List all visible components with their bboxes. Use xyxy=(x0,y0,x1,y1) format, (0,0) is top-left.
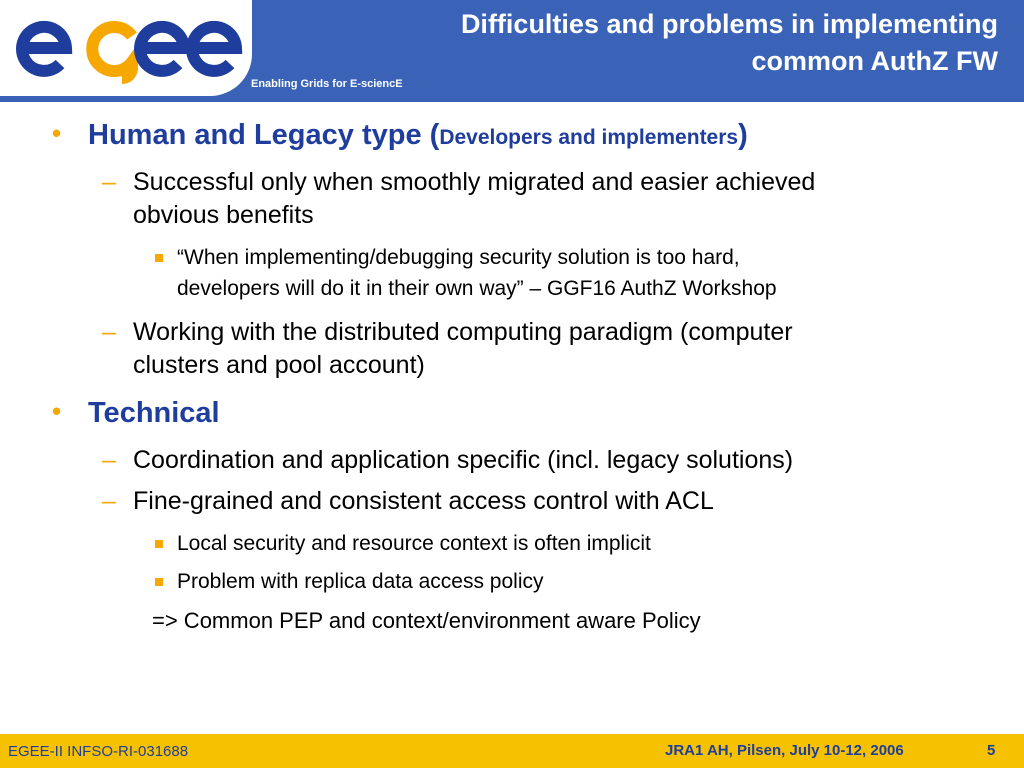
slide-title-line1: Difficulties and problems in implementing xyxy=(460,9,998,39)
footer-project-id: EGEE-II INFSO-RI-031688 xyxy=(8,743,189,760)
subitem-distributed xyxy=(133,316,793,382)
heading-label: Human and Legacy type ( xyxy=(88,119,440,151)
dash-icon: – xyxy=(102,168,116,196)
logo-letter-e1 xyxy=(22,27,66,71)
quote-item xyxy=(177,242,777,304)
subitem-coordination: Coordination and application specific (incl. legacy solutions) xyxy=(133,446,794,474)
page-number: 5 xyxy=(987,742,996,759)
heading-human-legacy xyxy=(88,119,748,152)
subitem-fine-grained: Fine-grained and consistent access control with ACL xyxy=(133,487,714,515)
heading-label-close: ) xyxy=(738,119,748,151)
subitem-line: obvious benefits xyxy=(133,201,314,229)
subitem-line: Successful only when smoothly migrated and easier achieved xyxy=(133,168,816,196)
subitem-line: clusters and pool account) xyxy=(133,351,425,379)
logo-letter-g xyxy=(92,27,132,78)
square-bullet-icon xyxy=(155,540,163,548)
tagline: Enabling Grids for E-sciencE xyxy=(251,78,403,90)
detail-item: Problem with replica data access policy xyxy=(177,570,544,593)
heading-label-small: Developers and implementers xyxy=(439,126,739,149)
bullet-icon: • xyxy=(52,396,62,426)
dash-icon: – xyxy=(102,318,116,346)
subitem-line: Working with the distributed computing paradigm (computer xyxy=(133,318,793,346)
quote-line: “When implementing/debugging security solution is too hard, xyxy=(177,246,740,269)
subitem-successful xyxy=(133,166,815,232)
conclusion-text: => Common PEP and context/environment aware Policy xyxy=(152,608,701,633)
egee-logo-icon xyxy=(10,6,246,86)
heading-technical: Technical xyxy=(88,397,220,429)
slide-title-line2: common AuthZ FW xyxy=(751,46,998,76)
dash-icon: – xyxy=(102,487,116,515)
logo-panel xyxy=(0,0,252,96)
slide-title xyxy=(338,6,998,80)
quote-line: developers will do it in their own way” – GGF16 AuthZ Workshop xyxy=(177,277,777,300)
square-bullet-icon xyxy=(155,254,163,262)
slide-footer xyxy=(0,734,1024,768)
square-bullet-icon xyxy=(155,578,163,586)
slide-header xyxy=(0,0,1024,102)
detail-item: Local security and resource context is often implicit xyxy=(177,532,651,555)
footer-event: JRA1 AH, Pilsen, July 10-12, 2006 xyxy=(665,742,904,759)
bullet-icon: • xyxy=(52,118,62,148)
dash-icon: – xyxy=(102,446,116,474)
